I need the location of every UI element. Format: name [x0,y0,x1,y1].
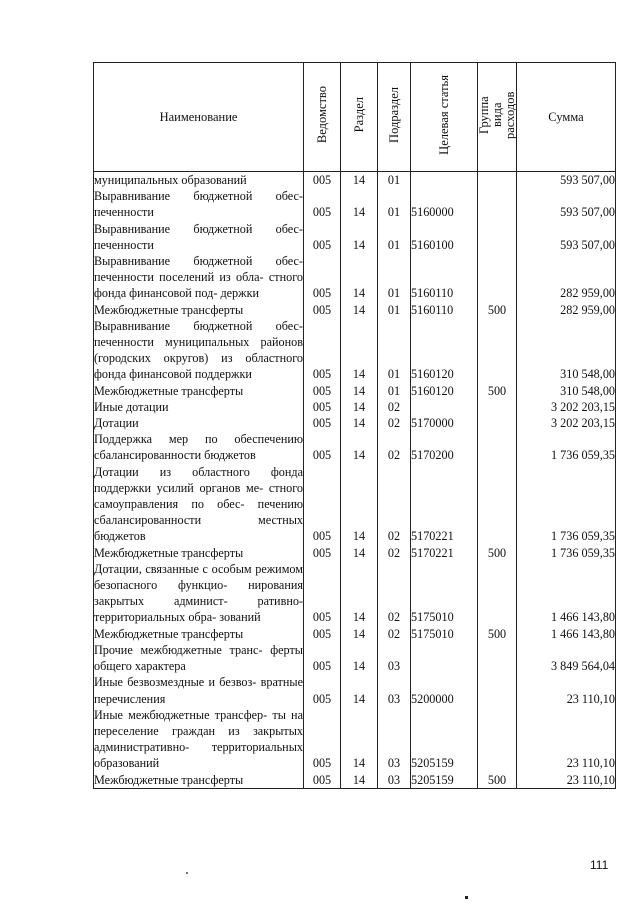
cell-razdel: 14 [341,188,378,220]
cell-name: Межбюджетные трансферты [94,545,304,561]
cell-gruppa-vida-rashodov [478,172,517,189]
cell-gruppa-vida-rashodov [478,431,517,463]
cell-gruppa-vida-rashodov: 500 [478,545,517,561]
cell-razdel: 14 [341,642,378,674]
cell-gruppa-vida-rashodov: 500 [478,772,517,789]
cell-podrazdel: 02 [378,415,411,431]
cell-razdel: 14 [341,302,378,318]
cell-gruppa-vida-rashodov: 500 [478,302,517,318]
cell-gruppa-vida-rashodov [478,399,517,415]
cell-podrazdel: 01 [378,383,411,399]
cell-podrazdel: 03 [378,707,411,772]
cell-vedomstvo: 005 [304,545,341,561]
table-row [94,642,616,674]
cell-vedomstvo: 005 [304,772,341,789]
cell-name: Межбюджетные трансферты [94,772,304,789]
cell-gruppa-vida-rashodov [478,674,517,706]
cell-name: Выравнивание бюджетной обес- печенности [94,221,303,252]
cell-summa: 1 466 143,80 [517,561,616,626]
cell-vedomstvo: 005 [304,399,341,415]
cell-podrazdel: 01 [378,302,411,318]
cell-celevaya-statya: 5205159 [411,707,478,772]
cell-podrazdel: 02 [378,464,411,545]
table-row [94,464,616,545]
cell-celevaya-statya [411,642,478,674]
cell-razdel: 14 [341,253,378,302]
table-row [94,707,616,772]
cell-name: Дотации, связанные с особым режимом безопасного функцио- нирования закрытых админист- ративно-территориальных обра- зований [94,561,303,625]
cell-gruppa-vida-rashodov [478,642,517,674]
cell-podrazdel: 03 [378,642,411,674]
table-body [94,172,616,789]
cell-summa: 1 736 059,35 [517,431,616,463]
cell-vedomstvo: 005 [304,561,341,626]
table-row [94,302,616,318]
cell-vedomstvo: 005 [304,221,341,253]
cell-podrazdel: 02 [378,626,411,642]
cell-summa: 3 849 564,04 [517,642,616,674]
header-vedomstvo: Ведомство [304,63,341,172]
cell-celevaya-statya: 5160100 [411,221,478,253]
cell-summa: 1 736 059,35 [517,545,616,561]
cell-name: Иные безвозмездные и безвоз- вратные перечисления [94,675,303,706]
table-row [94,545,616,561]
page-number: 111 [590,858,609,872]
table-row [94,318,616,383]
header-celevaya-statya: Целевая статья [411,63,478,172]
cell-podrazdel: 02 [378,545,411,561]
table-row [94,172,616,189]
cell-vedomstvo: 005 [304,318,341,383]
cell-razdel: 14 [341,383,378,399]
cell-podrazdel: 03 [378,674,411,706]
table-row [94,772,616,789]
cell-celevaya-statya: 5170221 [411,545,478,561]
cell-razdel: 14 [341,431,378,463]
cell-summa: 23 110,10 [517,772,616,789]
cell-podrazdel: 03 [378,772,411,789]
cell-razdel: 14 [341,626,378,642]
cell-razdel: 14 [341,545,378,561]
cell-summa: 1 736 059,35 [517,464,616,545]
header-name: Наименование [94,63,304,172]
cell-name: Прочие межбюджетные транс- ферты общего характера [94,642,303,674]
cell-gruppa-vida-rashodov [478,318,517,383]
cell-vedomstvo: 005 [304,626,341,642]
table-row [94,415,616,431]
cell-name: Выравнивание бюджетной обес- печенности муниципальных районов (городских округов) из областного фонда финансовой поддержки [94,318,303,382]
cell-celevaya-statya: 5205159 [411,772,478,789]
cell-gruppa-vida-rashodov [478,561,517,626]
cell-celevaya-statya [411,172,478,189]
cell-podrazdel: 02 [378,431,411,463]
cell-vedomstvo: 005 [304,415,341,431]
cell-celevaya-statya: 5160110 [411,302,478,318]
table-row [94,221,616,253]
header-podrazdel: Подраздел [378,63,411,172]
cell-vedomstvo: 005 [304,431,341,463]
cell-razdel: 14 [341,561,378,626]
table-row [94,383,616,399]
cell-podrazdel: 01 [378,188,411,220]
cell-summa: 310 548,00 [517,383,616,399]
cell-vedomstvo: 005 [304,642,341,674]
cell-name: Выравнивание бюджетной обес- печенности [94,189,303,220]
cell-celevaya-statya: 5170000 [411,415,478,431]
scan-speck [465,896,468,899]
table-row [94,626,616,642]
cell-name: Выравнивание бюджетной обес- печенности поселений из обла- стного фонда финансовой под- держки [94,254,303,301]
cell-name: Межбюджетные трансферты [94,626,304,642]
table-row [94,561,616,626]
cell-vedomstvo: 005 [304,674,341,706]
cell-celevaya-statya [411,399,478,415]
cell-podrazdel: 01 [378,221,411,253]
cell-razdel: 14 [341,399,378,415]
cell-summa: 1 466 143,80 [517,626,616,642]
cell-summa: 282 959,00 [517,302,616,318]
cell-razdel: 14 [341,674,378,706]
cell-gruppa-vida-rashodov: 500 [478,626,517,642]
table-row [94,188,616,220]
cell-name: Иные межбюджетные трансфер- ты на переселение граждан из закрытых административно- территориальных образований [94,707,303,771]
cell-gruppa-vida-rashodov [478,221,517,253]
header-summa: Сумма [517,63,616,172]
cell-podrazdel: 01 [378,253,411,302]
cell-celevaya-statya: 5200000 [411,674,478,706]
cell-celevaya-statya: 5160120 [411,383,478,399]
cell-summa: 593 507,00 [517,172,616,189]
cell-summa: 593 507,00 [517,221,616,253]
cell-celevaya-statya: 5175010 [411,561,478,626]
cell-gruppa-vida-rashodov [478,253,517,302]
cell-vedomstvo: 005 [304,383,341,399]
cell-gruppa-vida-rashodov [478,415,517,431]
budget-table [93,62,616,789]
cell-celevaya-statya: 5170200 [411,431,478,463]
cell-vedomstvo: 005 [304,302,341,318]
cell-name: муниципальных образований [94,172,304,189]
cell-celevaya-statya: 5160110 [411,253,478,302]
cell-name: Межбюджетные трансферты [94,383,304,399]
cell-podrazdel: 02 [378,561,411,626]
table-row [94,431,616,463]
cell-celevaya-statya: 5160000 [411,188,478,220]
cell-razdel: 14 [341,707,378,772]
cell-vedomstvo: 005 [304,707,341,772]
cell-gruppa-vida-rashodov [478,464,517,545]
cell-summa: 593 507,00 [517,188,616,220]
cell-celevaya-statya: 5170221 [411,464,478,545]
cell-summa: 310 548,00 [517,318,616,383]
cell-podrazdel: 01 [378,318,411,383]
cell-razdel: 14 [341,772,378,789]
cell-celevaya-statya: 5160120 [411,318,478,383]
cell-name: Дотации из областного фонда поддержки усилий органов ме- стного самоуправления по обес- печению сбалансированности местных бюджетов [94,464,303,544]
cell-vedomstvo: 005 [304,188,341,220]
cell-summa: 282 959,00 [517,253,616,302]
cell-summa: 3 202 203,15 [517,415,616,431]
table-row [94,253,616,302]
cell-name: Межбюджетные трансферты [94,302,304,318]
cell-razdel: 14 [341,415,378,431]
cell-summa: 23 110,10 [517,674,616,706]
cell-celevaya-statya: 5175010 [411,626,478,642]
cell-razdel: 14 [341,172,378,189]
cell-razdel: 14 [341,318,378,383]
cell-name: Иные дотации [94,399,304,415]
cell-summa: 3 202 203,15 [517,399,616,415]
cell-razdel: 14 [341,221,378,253]
cell-vedomstvo: 005 [304,253,341,302]
cell-podrazdel: 02 [378,399,411,415]
cell-name: Поддержка мер по обеспечению сбалансированности бюджетов [94,432,303,463]
cell-gruppa-vida-rashodov [478,188,517,220]
scan-speck [186,872,188,874]
table-header [94,63,616,172]
cell-razdel: 14 [341,464,378,545]
table-row [94,399,616,415]
cell-vedomstvo: 005 [304,172,341,189]
cell-gruppa-vida-rashodov [478,707,517,772]
table-row [94,674,616,706]
header-razdel: Раздел [341,63,378,172]
header-gruppa-vida-rashodov: Группа вида расходов [478,63,517,172]
cell-name: Дотации [94,415,304,431]
cell-vedomstvo: 005 [304,464,341,545]
cell-summa: 23 110,10 [517,707,616,772]
cell-gruppa-vida-rashodov: 500 [478,383,517,399]
cell-podrazdel: 01 [378,172,411,189]
